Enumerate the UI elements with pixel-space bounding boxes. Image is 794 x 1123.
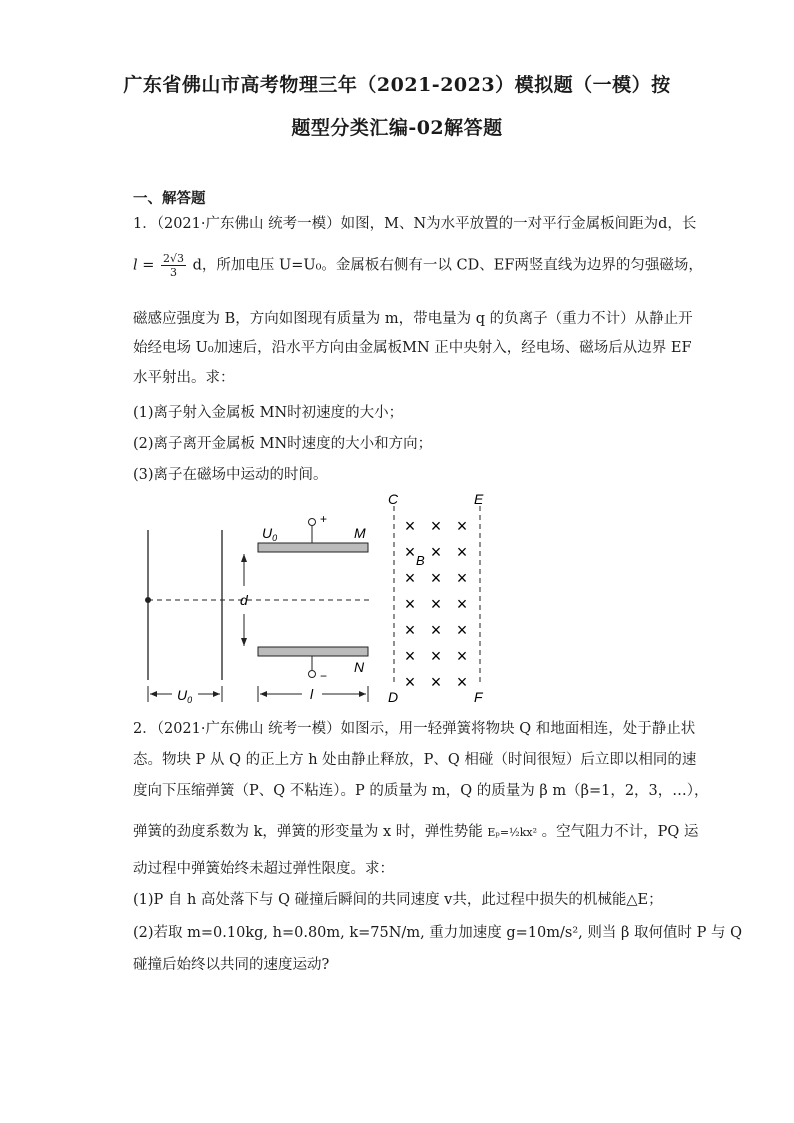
field-cross: × [404,672,416,692]
field-cross: × [430,620,442,640]
page-title-line1: 广东省佛山市高考物理三年（2021-2023）模拟题（一模）按 [123,74,671,96]
q2-line3: 度向下压缩弹簧（P、Q 不粘连）。P 的质量为 m，Q 的质量为 β m（β=1，2，3，…）， [133,783,709,799]
label-F: F [474,689,483,705]
u0-dim-arrow-right [213,691,220,697]
q1-line3: 磁感应强度为 B，方向如图现有质量为 m，带电量为 q 的负离子（重力不计）从静止开 [133,311,693,327]
plate-N-terminal [309,671,316,678]
label-plus: + [320,512,328,526]
field-cross: × [430,542,442,562]
field-cross: × [404,646,416,666]
label-d: d [240,592,248,608]
field-cross: × [404,594,416,614]
diagram-svg [140,490,500,710]
q2-line1: 2．（2021·广东佛山 统考一模）如图示，用一轻弹簧将物块 Q 和地面相连，处于静止状 [133,721,696,737]
q2-line4-suffix: 。空气阻力不计，PQ 运 [541,824,699,840]
q1-fraction [161,252,186,279]
field-cross: × [456,620,468,640]
label-N: N [354,659,365,675]
label-U0-bottom: $U_0$ [177,687,193,705]
field-cross: × [456,542,468,562]
field-cross: × [430,594,442,614]
q2-line5: 动过程中弹簧始终未超过弹性限度。求： [133,861,394,877]
field-cross: × [456,672,468,692]
field-cross: × [456,516,468,536]
label-E: E [474,491,484,507]
q1-formula-prefix: l = [133,257,155,274]
section-heading: 一、解答题 [133,190,206,207]
q1-line5: 水平射出。求： [133,370,235,386]
q1-sub3: (3)离子在磁场中运动的时间。 [133,467,328,483]
q2-line4-prefix: 弹簧的劲度系数为 k，弹簧的形变量为 x 时，弹性势能 [133,824,483,840]
q2-line4 [133,820,698,841]
q1-frac-num: 2√3 [163,252,185,265]
l-dim-arrow-right [359,691,366,697]
page-title-line2: 题型分类汇编-02解答题 [291,117,503,139]
magnetic-field-crosses [405,516,468,692]
q2-sub1: (1)P 自 h 高处落下与 Q 碰撞后瞬间的共同速度 v共，此过程中损失的机械能△E； [133,892,663,908]
q2-sub2: (2)若取 m=0.10kg, h=0.80m, k=75N/m, 重力加速度 g=10m/s², 则当 β 取何值时 P 与 Q [133,925,742,941]
plate-N [258,647,368,656]
plate-M-terminal [309,519,316,526]
q1-sub2: (2)离子离开金属板 MN时速度的大小和方向； [133,436,433,452]
d-arrowhead-top [241,554,247,562]
field-cross: × [456,568,468,588]
l-dim-arrow-left [260,691,267,697]
u0-dim-arrow-left [150,691,157,697]
q1-line2 [133,252,703,279]
label-l: l [310,686,314,702]
plate-M [258,543,368,552]
label-B: B [416,553,425,568]
field-cross: × [404,516,416,536]
field-cross: × [404,542,416,562]
field-cross: × [430,516,442,536]
q2-ep-formula: Eₚ=½kx² [487,826,537,839]
label-minus: − [320,669,328,683]
field-cross: × [430,672,442,692]
field-cross: × [456,646,468,666]
q1-line1: 1．（2021·广东佛山 统考一模）如图，M、N为水平放置的一对平行金属板间距为d，长 [133,216,697,232]
field-cross: × [430,646,442,666]
q1-line4: 始经电场 U₀加速后，沿水平方向由金属板MN 正中央射入，经电场、磁场后从边界 EF [133,340,692,356]
field-cross: × [456,594,468,614]
field-cross: × [430,568,442,588]
d-arrowhead-bottom [241,638,247,646]
q1-frac-den: 3 [170,266,178,279]
label-U0-top: $U_0$ [262,525,278,543]
field-cross: × [404,568,416,588]
label-D: D [388,689,399,705]
q1-line2-rest: d，所加电压 U=U₀。金属板右侧有一以 CD、EF两竖直线为边界的匀强磁场， [192,257,703,274]
q2-line2: 态。物块 P 从 Q 的正上方 h 处由静止释放，P、Q 相碰（时间很短）后立即以相同的速 [133,752,697,768]
q1-sub1: (1)离子射入金属板 MN时初速度的大小； [133,405,404,421]
field-cross: × [404,620,416,640]
q2-sub3: 碰撞后始终以共同的速度运动? [133,957,330,973]
physics-diagram [140,490,500,714]
label-M: M [354,525,366,541]
label-C: C [388,491,399,507]
